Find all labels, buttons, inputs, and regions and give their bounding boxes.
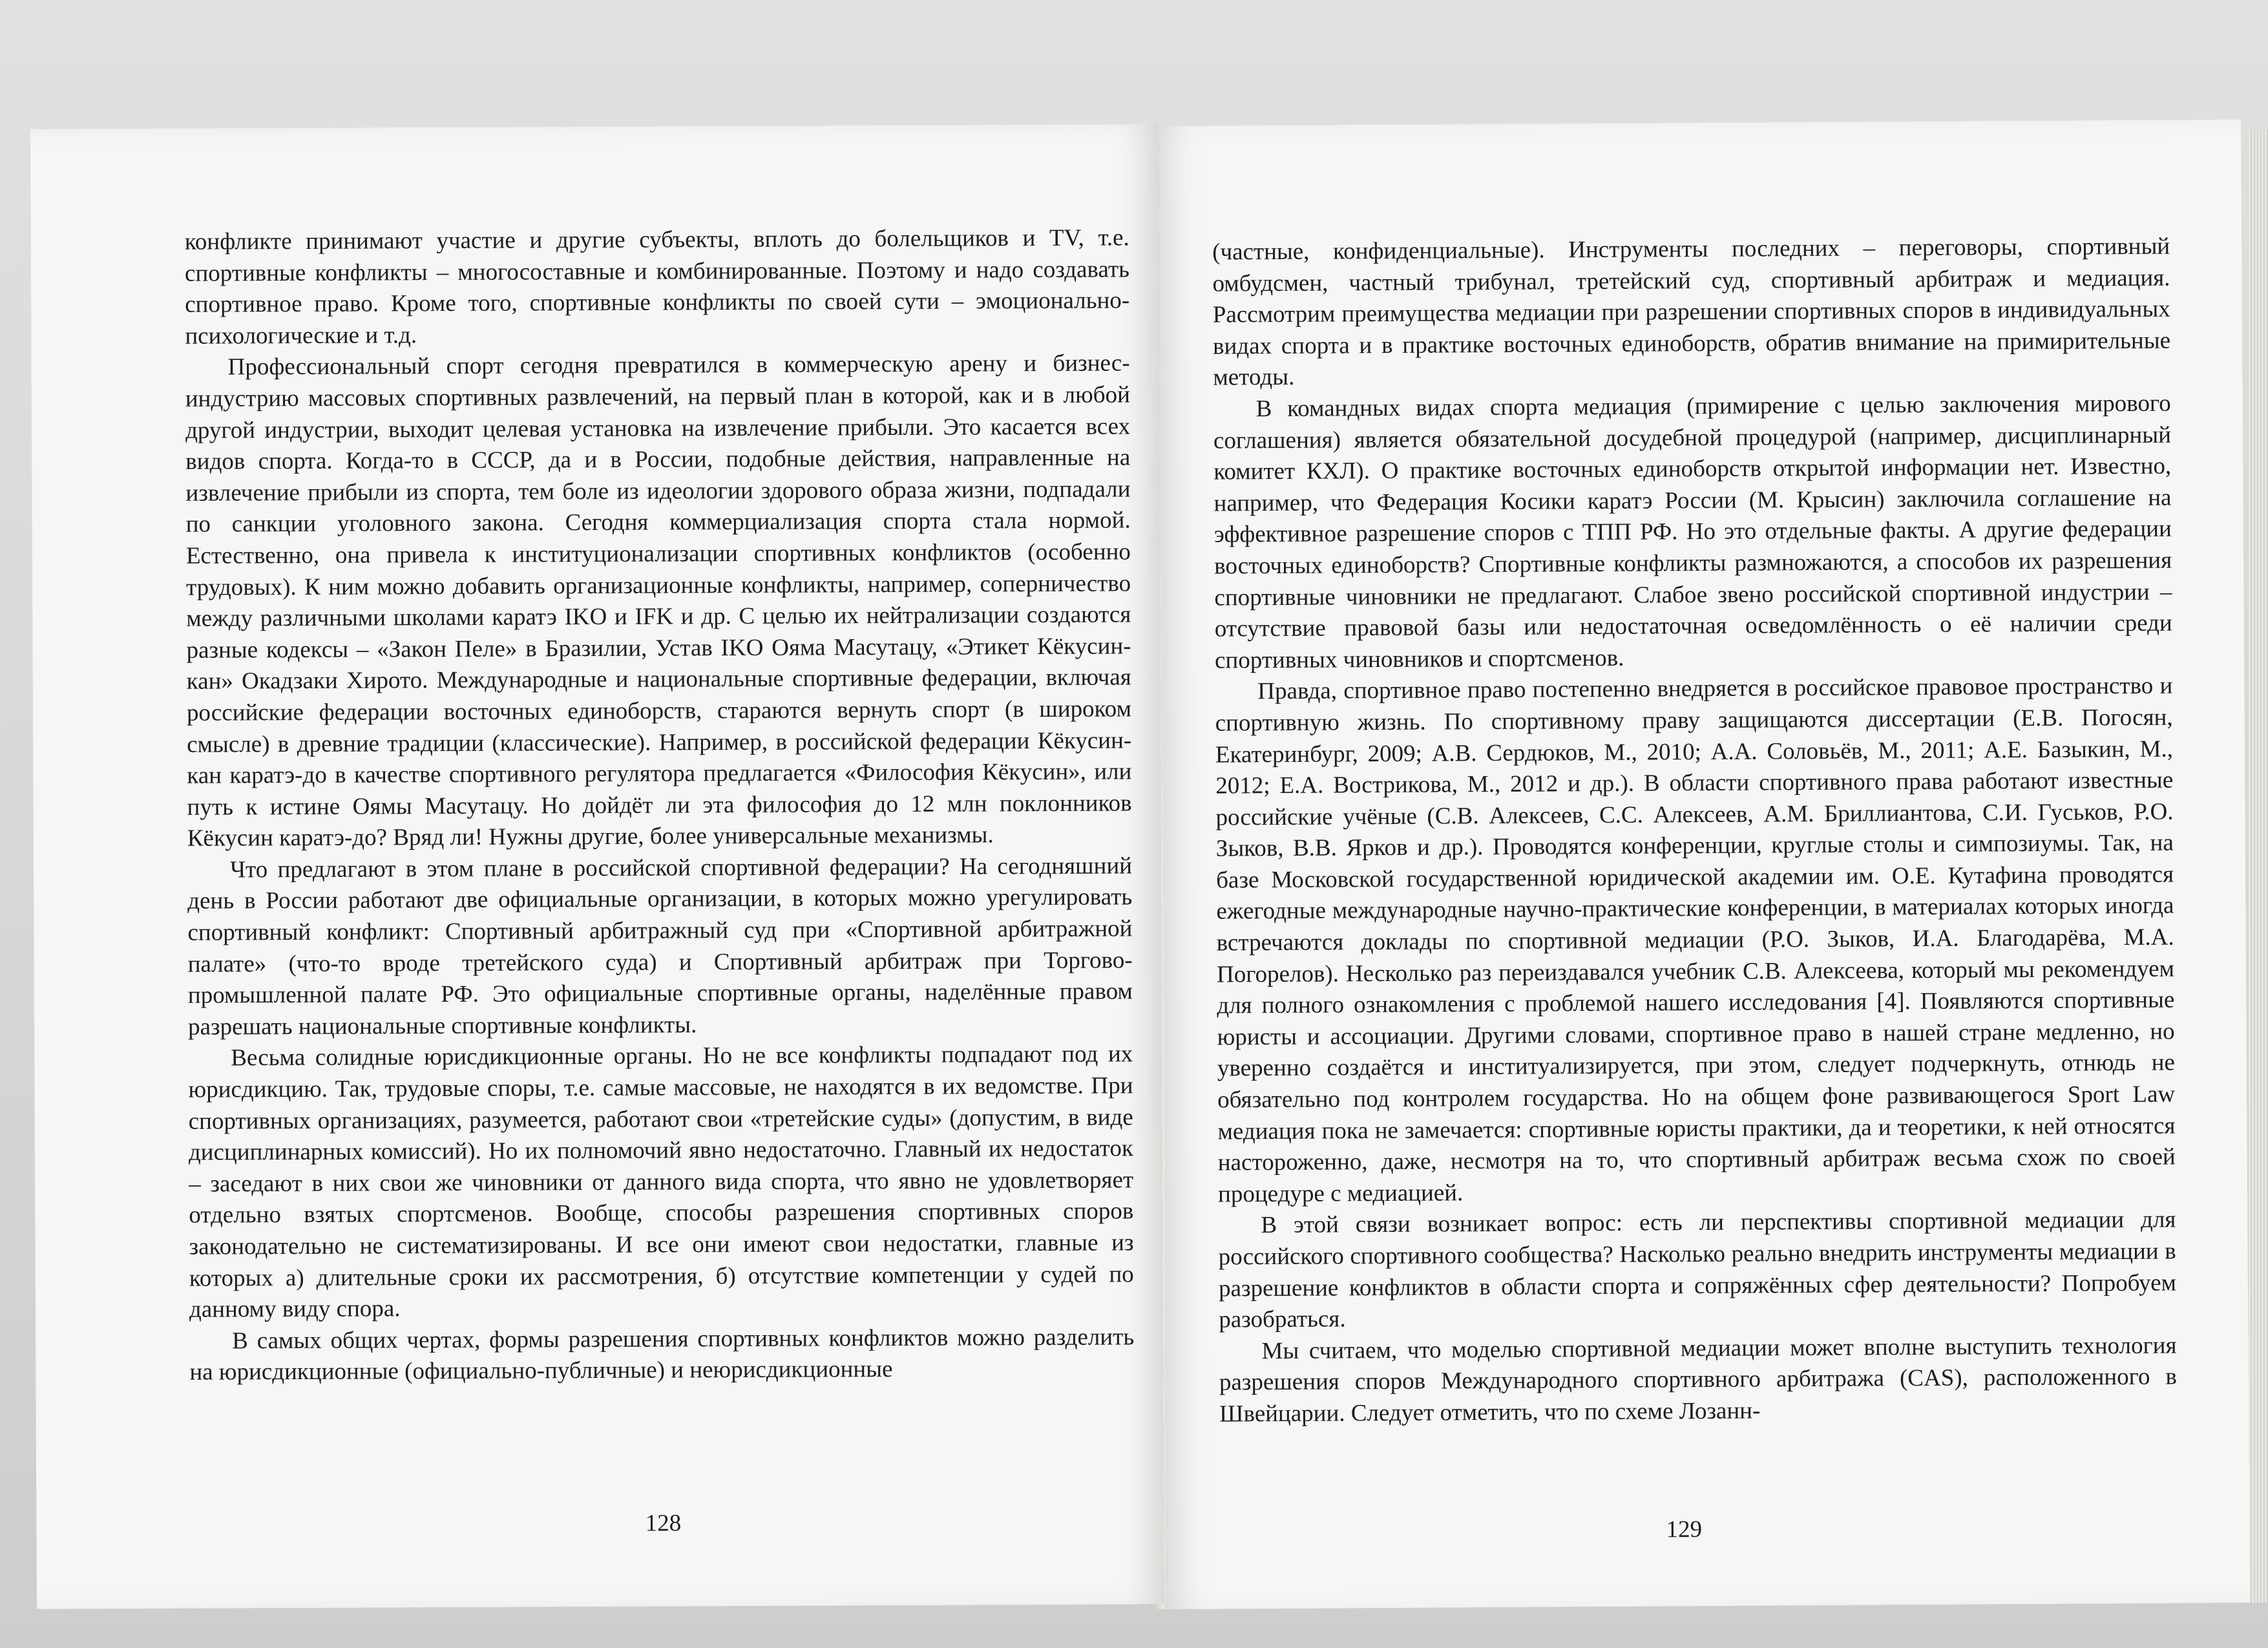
paragraph: Мы считаем, что моделью спортивной медиации может вполне выступить технология разрешения споров Международного спортивного арбитража (CAS), расположенного в Швейцарии. Следует отметить, что по схеме Лозанн- bbox=[1219, 1332, 2177, 1428]
book-page-edges bbox=[2249, 129, 2268, 1603]
paragraph: В этой связи возникает вопрос: есть ли перспективы спортивной медиации для российского спортивного сообщества? Насколько реально внедрить инструменты медиации в разрешение конфликтов в области спорта и сопряжённых сфер деятельности? Попробуем разобраться. bbox=[1218, 1206, 2177, 1333]
paragraph: Правда, спортивное право постепенно внедряется в российское правовое пространство и спортивную жизнь. По спортивному праву защищаются диссертации (Е.В. Погосян, Екатеринбург, 2009; А.В. Сердюков, М., 2010; А.А. Соловьёв, М., 2011; А.Е. Базыкин, М., 2012; Е.А. Вострикова, М., 2012 и др.). В области спортивного права работают известные российские учёные (С.В. Алексеев, С.С. Алексеев, А.М. Бриллиантова, С.И. Гуськов, Р.О. Зыков, В.В. Ярков и др.). Проводятся конференции, круглые столы и симпозиумы. Так, на базе Московской государственной юридической академии им. О.Е. Кутафина проводятся ежегодные международные научно-практические конференции, в материалах которых иногда встречаются доклады по спортивной медиации (Р.О. Зыков, И.А. Благодарёва, М.А. Погорелов). Несколько раз переиздавался учебник С.В. Алексеева, который мы рекомендуем для полного ознакомления с проблемой нашего исследования [4]. Появляются спортивные юристы и ассоциации. Другими словами, спортивное право в нашей стране медленно, но уверенно создаётся и институализируется, при этом, следует подчеркнуть, отнюдь не обязательно под контролем государства. Но на общем фоне развивающегося Sport Law медиация пока не замечается: спортивные юристы практики, да и теоретики, к ней относятся настороженно, даже, несмотря на то, что спортивный арбитраж весьма схож по своей процедуре с медиацией. bbox=[1215, 672, 2176, 1208]
paragraph: конфликте принимают участие и другие субъекты, вплоть до болельщиков и TV, т.е. спортивные конфликты – многосоставные и комбинированные. Поэтому и надо создавать спортивное право. Кроме того, спортивные конфликты по своей сути – эмоционально-психологические и т.д. bbox=[184, 224, 1130, 350]
page-number: 129 bbox=[1666, 1516, 1703, 1543]
paragraph: (частные, конфиденциальные). Инструменты последних – переговоры, спортивный омбудсмен, частный трибунал, третейский суд, спортивный арбитраж и медиация. Рассмотрим преимущества медиации при разрешении спортивных споров в индивидуальных видах спорта и в практике восточных единоборств, обратив внимание на примирительные методы. bbox=[1212, 233, 2171, 392]
paragraph: Весьма солидные юрисдикционные органы. Но не все конфликты подпадают под их юрисдикцию. Так, трудовые споры, т.е. самые массовые, не находятся в их ведомстве. При спортивных организациях, разумеется, работают свои «третейские суды» (допустим, в виде дисциплинарных комиссий). Но их полномочий явно недостаточно. Главный их недостаток – заседают в них свои же чиновники от данного вида спорта, что явно не удовлетворяет отдельно взятых спортсменов. Вообще, способы разрешения спортивных споров законодательно не систематизированы. И все они имеют свои недостатки, главные из которых а) длительные сроки их рассмотрения, б) отсутствие компетенции у судей по данному виду спора. bbox=[188, 1041, 1134, 1323]
right-page-text bbox=[1212, 231, 2177, 1431]
paragraph: В командных видах спорта медиация (примирение с целью заключения мирового соглашения) является обязательной досудебной процедурой (например, дисциплинарный комитет КХЛ). О практике восточных единоборств открытой информации нет. Известно, например, что Федерация Косики каратэ России (М. Крысин) заключила соглашение на эффективное разрешение споров с ТПП РФ. Но это отдельные факты. А другие федерации восточных единоборств? Спортивные конфликты размножаются, а способов их разрешения спортивные чиновники не предлагают. Слабое звено российской спортивной индустрии – отсутствие правовой базы или недостаточная осведомлённость о её наличии среди спортивных чиновников и спортсменов. bbox=[1213, 390, 2172, 674]
left-page-text bbox=[185, 222, 1135, 1388]
paragraph: Профессиональный спорт сегодня превратился в коммерческую арену и бизнес-индустрию массовых спортивных развлечений, на первый план в которой, как и в любой другой индустрии, выходит целевая установка на извлечение прибыли. Это касается всех видов спорта. Когда-то в СССР, да и в России, подобные действия, направленные на извлечение прибыли из спорта, тем боле из идеологии здорового образа жизни, подпадали по санкции уголовного закона. Сегодня коммерциализация спорта стала нормой. Естественно, она привела к институционализации спортивных конфликтов (особенно трудовых). К ним можно добавить организационные конфликты, например, соперничество между различными школами каратэ IKO и IFK и др. С целью их нейтрализации создаются разные кодексы – «Закон Пеле» в Бразилии, Устав IKO Ояма Масутацу, «Этикет Кёкусин-кан» Окадзаки Хирото. Международные и национальные спортивные федерации, включая российские федерации восточных единоборств, стараются вернуть спорт (в широком смысле) в древние традиции (классические). Например, в российской федерации Кёкусин-кан каратэ-до в качестве спортивного регулятора предлагается «Философия Кёкусин», или путь к истине Оямы Масутацу. Но дойдёт ли эта философия до 12 млн поклонников Кёкусин каратэ-до? Вряд ли! Нужны другие, более универсальные механизмы. bbox=[185, 350, 1132, 852]
paragraph: Что предлагают в этом плане в российской спортивной федерации? На сегодняшний день в России работают две официальные организации, в которых можно урегулировать спортивный конфликт: Спортивный арбитражный суд при «Спортивной арбитражной палате» (что-то вроде третейского суда) и Спортивный арбитраж при Торгово-промышленной палате РФ. Это официальные спортивные органы, наделённые правом разрешать национальные спортивные конфликты. bbox=[187, 852, 1133, 1041]
paragraph: В самых общих чертах, формы разрешения спортивных конфликтов можно разделить на юрисдикционные (официально-публичные) и неюрисдикционные bbox=[189, 1324, 1135, 1386]
left-page bbox=[30, 124, 1164, 1609]
right-page bbox=[1159, 120, 2250, 1609]
page-number: 128 bbox=[645, 1510, 682, 1537]
